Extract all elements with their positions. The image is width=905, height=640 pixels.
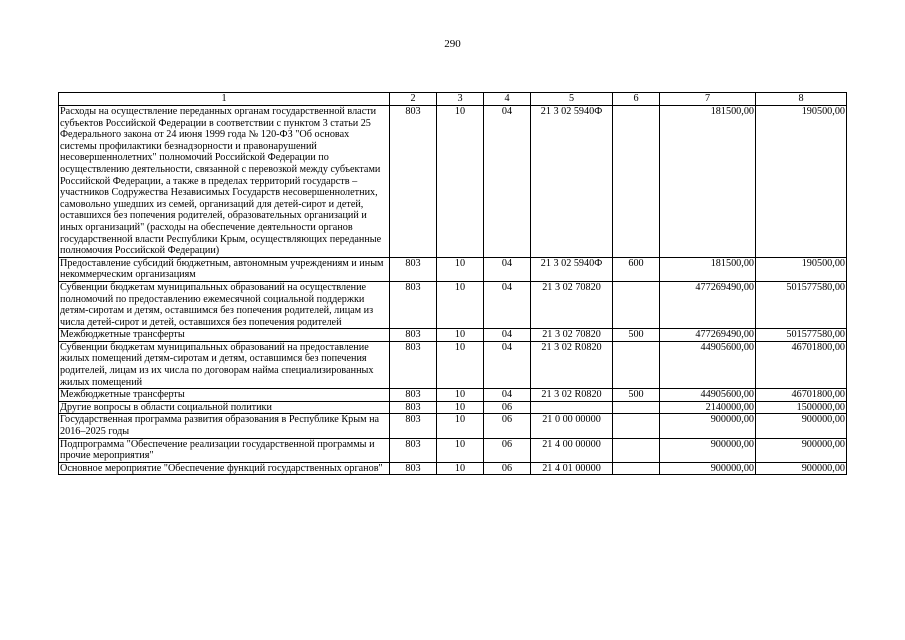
cell-subsection: 04 [484,341,531,388]
header-row [59,93,847,106]
cell-amount-8: 190500,00 [756,106,847,258]
table-row [59,106,847,258]
cell-section: 10 [437,106,484,258]
row-name: Расходы на осуществление переданных органам государственной власти субъектов Российской Федерации в соответствии с пунктом 3 статьи 25 Федерального закона от 24 июня 1999 года № 120-ФЗ "Об основах системы профилактики безнадзорности и правонарушений несовершеннолетних" полномочий Российской Федерации по осуществлению деятельности, связанной с перевозкой между субъектами Российской Федерации, а также в пределах территорий государств – участников Содружества Независимых Государств несовершеннолетних, самовольно ушедших из семей, организаций для детей-сирот и детей, оставшихся без попечения родителей, образовательных организаций и иных организаций" (расходы на обеспечение деятельности органов государственной власти Республики Крым, осуществляющих переданные полномочия Российской Федерации) [59,106,390,258]
cell-amount-8: 900000,00 [756,438,847,462]
cell-expense-type [613,401,660,414]
cell-section: 10 [437,438,484,462]
cell-target-article: 21 0 00 00000 [531,414,613,438]
column-header-3: 3 [437,93,484,106]
cell-subsection: 04 [484,281,531,328]
table-row [59,281,847,328]
cell-amount-7: 900000,00 [660,462,756,475]
cell-amount-7: 477269490,00 [660,281,756,328]
table-row [59,329,847,342]
cell-amount-7: 477269490,00 [660,329,756,342]
table-row [59,257,847,281]
column-header-4: 4 [484,93,531,106]
page-number: 290 [444,38,461,50]
cell-target-article: 21 3 02 70820 [531,329,613,342]
cell-section: 10 [437,401,484,414]
cell-amount-7: 181500,00 [660,257,756,281]
cell-amount-7: 900000,00 [660,414,756,438]
column-header-6: 6 [613,93,660,106]
cell-expense-type [613,414,660,438]
cell-amount-7: 181500,00 [660,106,756,258]
cell-section: 10 [437,389,484,402]
cell-subsection: 04 [484,389,531,402]
cell-expense-type: 500 [613,389,660,402]
column-header-5: 5 [531,93,613,106]
budget-table [58,92,847,475]
cell-expense-type: 600 [613,257,660,281]
column-header-1: 1 [59,93,390,106]
cell-expense-type: 500 [613,329,660,342]
cell-subsection: 06 [484,438,531,462]
table-row [59,401,847,414]
cell-target-article: 21 4 00 00000 [531,438,613,462]
cell-target-article: 21 3 02 5940Ф [531,106,613,258]
row-name: Межбюджетные трансферты [59,389,390,402]
cell-target-article [531,401,613,414]
cell-ministry: 803 [390,401,437,414]
cell-amount-7: 44905600,00 [660,389,756,402]
row-name: Субвенции бюджетам муниципальных образований на предоставление жилых помещений детям-сиротам и детям, оставшимся без попечения родителей, лицам из их числа по договорам найма специализированных жилых помещений [59,341,390,388]
cell-subsection: 04 [484,329,531,342]
row-name: Основное мероприятие "Обеспечение функций государственных органов" [59,462,390,475]
cell-ministry: 803 [390,106,437,258]
cell-ministry: 803 [390,389,437,402]
cell-amount-8: 501577580,00 [756,281,847,328]
cell-section: 10 [437,341,484,388]
cell-amount-8: 900000,00 [756,414,847,438]
cell-amount-7: 2140000,00 [660,401,756,414]
cell-subsection: 06 [484,401,531,414]
cell-ministry: 803 [390,257,437,281]
cell-ministry: 803 [390,281,437,328]
cell-amount-7: 900000,00 [660,438,756,462]
cell-section: 10 [437,257,484,281]
table-row [59,341,847,388]
cell-section: 10 [437,414,484,438]
row-name: Субвенции бюджетам муниципальных образований на осуществление полномочий по предоставлению ежемесячной социальной поддержки детям-сиротам и детям, оставшимся без попечения родителей, лицам из числа детей-сирот и детей, оставшихся без попечения родителей [59,281,390,328]
row-name: Другие вопросы в области социальной политики [59,401,390,414]
table-row [59,414,847,438]
cell-amount-8: 501577580,00 [756,329,847,342]
cell-ministry: 803 [390,438,437,462]
cell-amount-8: 46701800,00 [756,389,847,402]
cell-ministry: 803 [390,462,437,475]
cell-expense-type [613,341,660,388]
cell-subsection: 06 [484,414,531,438]
table-row [59,462,847,475]
cell-amount-8: 46701800,00 [756,341,847,388]
cell-expense-type [613,462,660,475]
cell-target-article: 21 3 02 R0820 [531,389,613,402]
cell-expense-type [613,438,660,462]
cell-target-article: 21 3 02 5940Ф [531,257,613,281]
cell-section: 10 [437,329,484,342]
cell-section: 10 [437,462,484,475]
cell-amount-8: 900000,00 [756,462,847,475]
table-row [59,389,847,402]
cell-ministry: 803 [390,329,437,342]
cell-amount-7: 44905600,00 [660,341,756,388]
cell-section: 10 [437,281,484,328]
row-name: Межбюджетные трансферты [59,329,390,342]
cell-amount-8: 1500000,00 [756,401,847,414]
cell-target-article: 21 3 02 70820 [531,281,613,328]
cell-target-article: 21 3 02 R0820 [531,341,613,388]
column-header-8: 8 [756,93,847,106]
column-header-2: 2 [390,93,437,106]
row-name: Предоставление субсидий бюджетным, автономным учреждениям и иным некоммерческим организациям [59,257,390,281]
cell-amount-8: 190500,00 [756,257,847,281]
cell-subsection: 04 [484,257,531,281]
table-row [59,438,847,462]
cell-subsection: 06 [484,462,531,475]
column-header-7: 7 [660,93,756,106]
row-name: Подпрограмма "Обеспечение реализации государственной программы и прочие мероприятия" [59,438,390,462]
cell-ministry: 803 [390,414,437,438]
cell-expense-type [613,106,660,258]
cell-target-article: 21 4 01 00000 [531,462,613,475]
cell-ministry: 803 [390,341,437,388]
cell-expense-type [613,281,660,328]
cell-subsection: 04 [484,106,531,258]
row-name: Государственная программа развития образования в Республике Крым на 2016–2025 годы [59,414,390,438]
